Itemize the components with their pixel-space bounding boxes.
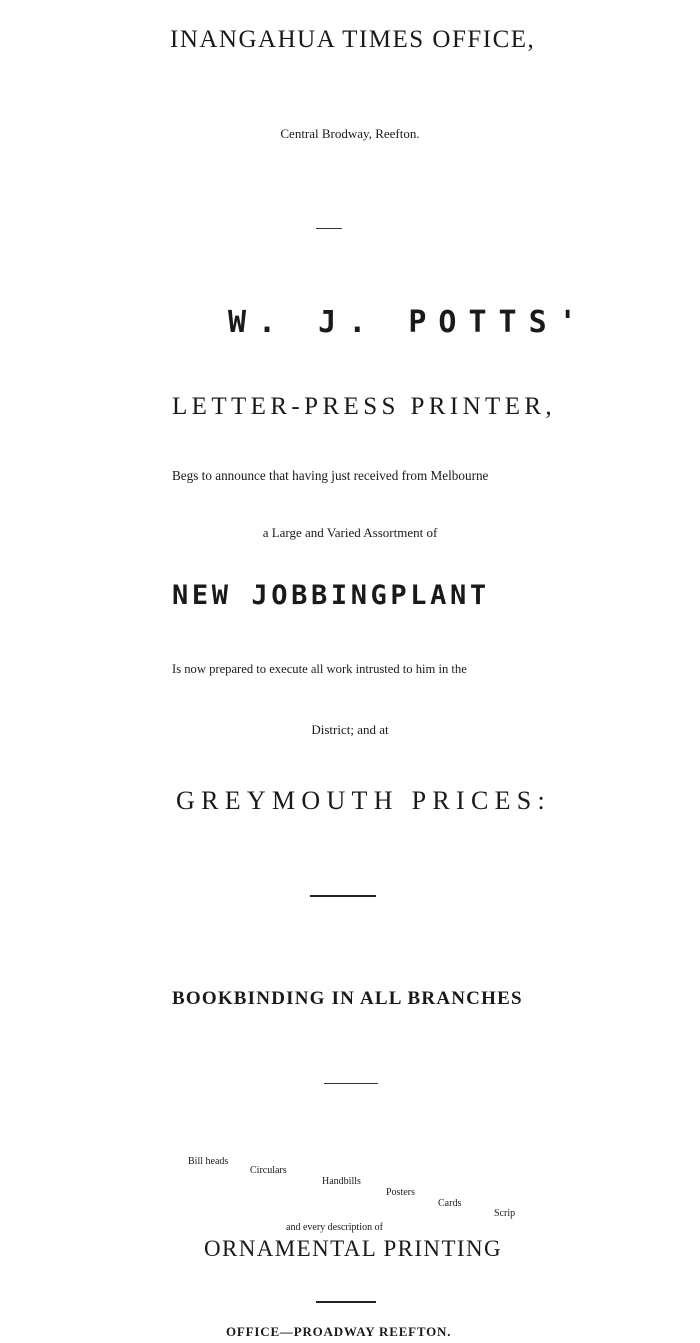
office-line: OFFICE—PROADWAY REEFTON. xyxy=(226,1324,452,1339)
prices-heading: GREYMOUTH PRICES: xyxy=(176,786,552,815)
printing-item-cards: Cards xyxy=(438,1198,462,1209)
every-description-line: and every description of xyxy=(286,1222,383,1233)
address-line: Central Brodway, Reefton. xyxy=(280,126,420,141)
printing-item-bill-heads: Bill heads xyxy=(188,1156,229,1167)
divider-rule xyxy=(316,1301,376,1303)
masthead: INANGAHUA TIMES OFFICE, xyxy=(170,26,536,53)
printing-item-handbills: Handbills xyxy=(322,1176,361,1187)
divider-rule xyxy=(324,1083,378,1084)
announcement-line-2: a Large and Varied Assortment of xyxy=(262,525,438,540)
plant-heading: NEW JOBBINGPLANT xyxy=(172,580,490,611)
printing-item-posters: Posters xyxy=(386,1187,415,1198)
divider-rule xyxy=(310,895,376,897)
trade-heading: LETTER-PRESS PRINTER, xyxy=(172,393,557,420)
printing-item-scrip: Scrip xyxy=(494,1208,516,1219)
announcement-line-1: Begs to announce that having just received from Melbourne xyxy=(172,468,489,483)
proprietor-name: W. J. POTTS' xyxy=(228,305,589,340)
printing-item-circulars: Circulars xyxy=(250,1165,287,1176)
district-line: District; and at xyxy=(311,722,389,737)
bookbinding-heading: BOOKBINDING IN ALL BRANCHES xyxy=(172,988,523,1009)
divider-rule xyxy=(316,228,342,229)
prepared-line: Is now prepared to execute all work intrusted to him in the xyxy=(172,662,467,676)
ornamental-heading: ORNAMENTAL PRINTING xyxy=(204,1236,502,1261)
